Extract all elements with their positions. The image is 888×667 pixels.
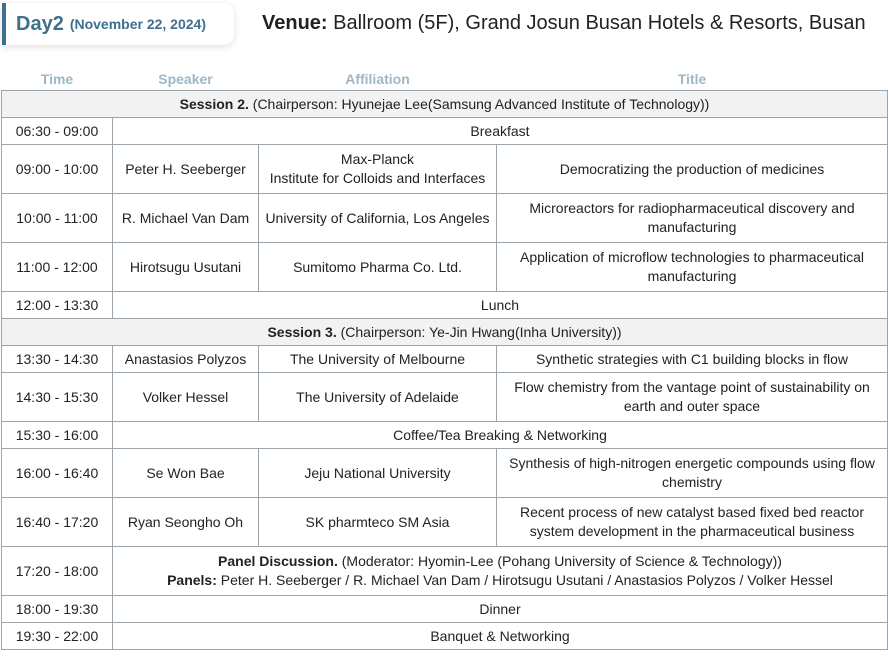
- affiliation-cell: University of California, Los Angeles: [259, 194, 497, 243]
- table-row: [2, 243, 888, 292]
- col-header-time: Time: [2, 68, 113, 91]
- time-cell: 16:40 - 17:20: [2, 498, 113, 547]
- time-cell: 18:00 - 19:30: [2, 596, 113, 623]
- time-cell: 19:30 - 22:00: [2, 623, 113, 650]
- time-cell: 09:00 - 10:00: [2, 145, 113, 194]
- title-cell: Recent process of new catalyst based fixed bed reactor system development in the pharmaceutical business: [497, 498, 888, 547]
- time-cell: 12:00 - 13:30: [2, 292, 113, 319]
- session-label: Session 2.: [179, 95, 249, 112]
- venue-label: Venue:: [262, 12, 328, 34]
- speaker-cell: Anastasios Polyzos: [113, 346, 259, 373]
- col-header-speaker: Speaker: [113, 68, 259, 91]
- title-cell: Synthesis of high-nitrogen energetic compounds using flow chemistry: [497, 449, 888, 498]
- time-cell: 15:30 - 16:00: [2, 422, 113, 449]
- session-2-cell: [2, 91, 888, 118]
- schedule-table: [1, 68, 888, 650]
- affiliation-cell: [259, 145, 497, 194]
- affiliation-line: Max-Planck: [340, 151, 415, 167]
- col-header-title: Title: [497, 68, 888, 91]
- time-cell: 13:30 - 14:30: [2, 346, 113, 373]
- time-cell: 11:00 - 12:00: [2, 243, 113, 292]
- table-row: [2, 422, 888, 449]
- event-cell: Dinner: [113, 596, 888, 623]
- time-cell: 06:30 - 09:00: [2, 118, 113, 145]
- speaker-cell: Se Won Bae: [113, 449, 259, 498]
- affiliation-cell: Jeju National University: [259, 449, 497, 498]
- table-row: [2, 449, 888, 498]
- title-cell: Democratizing the production of medicines: [497, 145, 888, 194]
- session-row: [2, 319, 888, 346]
- event-cell: Banquet & Networking: [113, 623, 888, 650]
- table-row: [2, 292, 888, 319]
- time-cell: 17:20 - 18:00: [2, 547, 113, 596]
- time-cell: 10:00 - 11:00: [2, 194, 113, 243]
- table-header-row: [2, 68, 888, 91]
- day-date: (November 22, 2024): [69, 16, 206, 32]
- speaker-cell: Volker Hessel: [113, 373, 259, 422]
- speaker-cell: Ryan Seongho Oh: [113, 498, 259, 547]
- affiliation-cell: SK pharmteco SM Asia: [259, 498, 497, 547]
- speaker-cell: R. Michael Van Dam: [113, 194, 259, 243]
- table-row: [2, 194, 888, 243]
- session-chair: (Chairperson: Hyunejae Lee(Samsung Advanced Institute of Technology)): [248, 95, 710, 112]
- table-row: [2, 498, 888, 547]
- affiliation-cell: The University of Melbourne: [259, 346, 497, 373]
- venue-text: Ballroom (5F), Grand Josun Busan Hotels & Resorts, Busan: [327, 12, 866, 34]
- affiliation-cell: Sumitomo Pharma Co. Ltd.: [259, 243, 497, 292]
- table-row: [2, 596, 888, 623]
- panel-label: Panel Discussion.: [218, 553, 338, 569]
- event-cell: Lunch: [113, 292, 888, 319]
- table-row: [2, 623, 888, 650]
- speaker-cell: Peter H. Seeberger: [113, 145, 259, 194]
- session-row: [2, 91, 888, 118]
- page-header: [0, 0, 888, 66]
- title-cell: Flow chemistry from the vantage point of sustainability on earth and outer space: [497, 373, 888, 422]
- time-cell: 16:00 - 16:40: [2, 449, 113, 498]
- table-row: [2, 346, 888, 373]
- table-row: [2, 373, 888, 422]
- affiliation-line: Institute for Colloids and Interfaces: [269, 170, 486, 186]
- table-row: [2, 547, 888, 596]
- title-cell: Application of microflow technologies to pharmaceutical manufacturing: [497, 243, 888, 292]
- session-label: Session 3.: [267, 323, 337, 340]
- table-row: [2, 145, 888, 194]
- event-cell: Breakfast: [113, 118, 888, 145]
- panel-moderator: (Moderator: Hyomin-Lee (Pohang University of Science & Technology)): [337, 553, 782, 569]
- speaker-cell: Hirotsugu Usutani: [113, 243, 259, 292]
- title-cell: Microreactors for radiopharmaceutical discovery and manufacturing: [497, 194, 888, 243]
- session-3-cell: [2, 319, 888, 346]
- event-cell: Coffee/Tea Breaking & Networking: [113, 422, 888, 449]
- col-header-affiliation: Affiliation: [259, 68, 497, 91]
- panels-list: Peter H. Seeberger / R. Michael Van Dam / Hirotsugu Usutani / Anastasios Polyzos / Volker Hessel: [216, 572, 833, 588]
- panel-cell: [113, 547, 888, 596]
- session-chair: (Chairperson: Ye-Jin Hwang(Inha University)): [336, 323, 622, 340]
- affiliation-cell: The University of Adelaide: [259, 373, 497, 422]
- day-label: Day2: [16, 12, 64, 35]
- title-cell: Synthetic strategies with C1 building blocks in flow: [497, 346, 888, 373]
- time-cell: 14:30 - 15:30: [2, 373, 113, 422]
- table-row: [2, 118, 888, 145]
- venue: [262, 12, 866, 35]
- day-badge: [2, 3, 234, 45]
- panels-label: Panels:: [167, 572, 217, 588]
